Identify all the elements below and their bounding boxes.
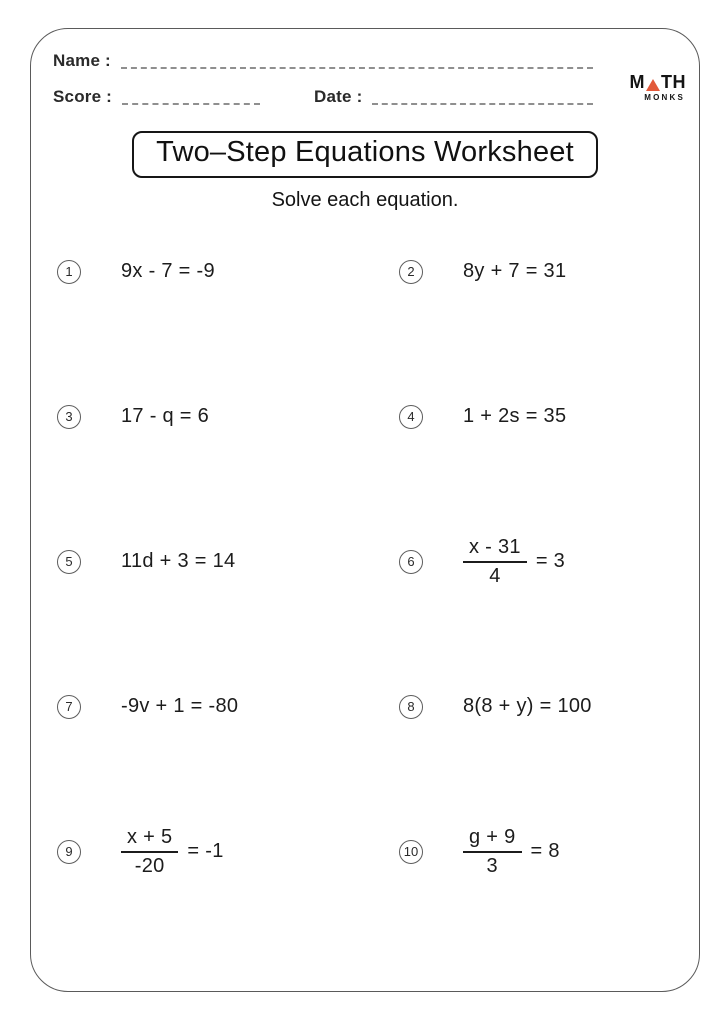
equation-text: 9x - 7 = -9 xyxy=(121,260,215,282)
problem-3 xyxy=(57,405,399,429)
problem-1 xyxy=(57,260,399,284)
header xyxy=(31,29,699,107)
problem-8 xyxy=(399,695,679,719)
fraction-denominator: 4 xyxy=(489,564,501,587)
problem-number-badge: 2 xyxy=(399,260,423,284)
problems-grid xyxy=(57,199,679,924)
score-label: Score : xyxy=(53,87,113,106)
problem-5 xyxy=(57,550,399,574)
fraction-rhs: = -1 xyxy=(187,840,224,862)
equation-text: 17 - q = 6 xyxy=(121,405,210,427)
logo-wordmark xyxy=(630,73,687,91)
equation-text: 1 + 2s = 35 xyxy=(463,405,567,427)
fraction-rhs: = 3 xyxy=(535,550,566,572)
equation-text: 11d + 3 = 14 xyxy=(121,550,236,572)
problem-number-badge: 8 xyxy=(399,695,423,719)
logo-letter-m: M xyxy=(629,72,645,92)
fraction xyxy=(121,826,178,878)
name-fill-line xyxy=(121,57,593,69)
fraction xyxy=(463,826,522,878)
fraction-denominator: 3 xyxy=(486,854,498,877)
problem-9 xyxy=(57,826,399,878)
problem-6 xyxy=(399,536,679,588)
score-date-row xyxy=(53,87,675,107)
page-border xyxy=(30,28,700,992)
name-row xyxy=(53,51,675,71)
problem-number-badge: 9 xyxy=(57,840,81,864)
instructions: Solve each equation. xyxy=(271,189,459,211)
date-fill-line xyxy=(372,93,593,105)
fraction-denominator: -20 xyxy=(134,854,165,877)
date-label: Date : xyxy=(314,87,363,106)
fraction-numerator: g + 9 xyxy=(463,826,522,853)
equation-text xyxy=(121,826,224,878)
logo-letters-th: TH xyxy=(661,72,686,92)
problem-7 xyxy=(57,695,399,719)
fraction-rhs: = 8 xyxy=(530,840,560,862)
fraction xyxy=(463,536,527,588)
fraction-numerator: x - 31 xyxy=(463,536,527,563)
triangle-icon xyxy=(646,79,660,91)
equation-text: 8y + 7 = 31 xyxy=(463,260,567,282)
fraction-numerator: x + 5 xyxy=(121,826,178,853)
problem-4 xyxy=(399,405,679,429)
problem-10 xyxy=(399,826,679,878)
page-title: Two–Step Equations Worksheet xyxy=(132,131,598,178)
problem-number-badge: 7 xyxy=(57,695,81,719)
problem-number-badge: 6 xyxy=(399,550,423,574)
problem-number-badge: 10 xyxy=(399,840,423,864)
problem-number-badge: 1 xyxy=(57,260,81,284)
math-monks-logo xyxy=(630,73,687,102)
title-section xyxy=(31,131,699,178)
equation-text: 8(8 + y) = 100 xyxy=(463,695,592,717)
problem-2 xyxy=(399,260,679,284)
problem-number-badge: 5 xyxy=(57,550,81,574)
equation-text xyxy=(463,536,565,588)
logo-subtext: MONKS xyxy=(644,93,685,102)
name-label: Name : xyxy=(53,51,111,70)
equation-text: -9v + 1 = -80 xyxy=(121,695,239,717)
equation-text xyxy=(463,826,560,878)
score-fill-line xyxy=(122,93,260,105)
problem-number-badge: 4 xyxy=(399,405,423,429)
problem-number-badge: 3 xyxy=(57,405,81,429)
